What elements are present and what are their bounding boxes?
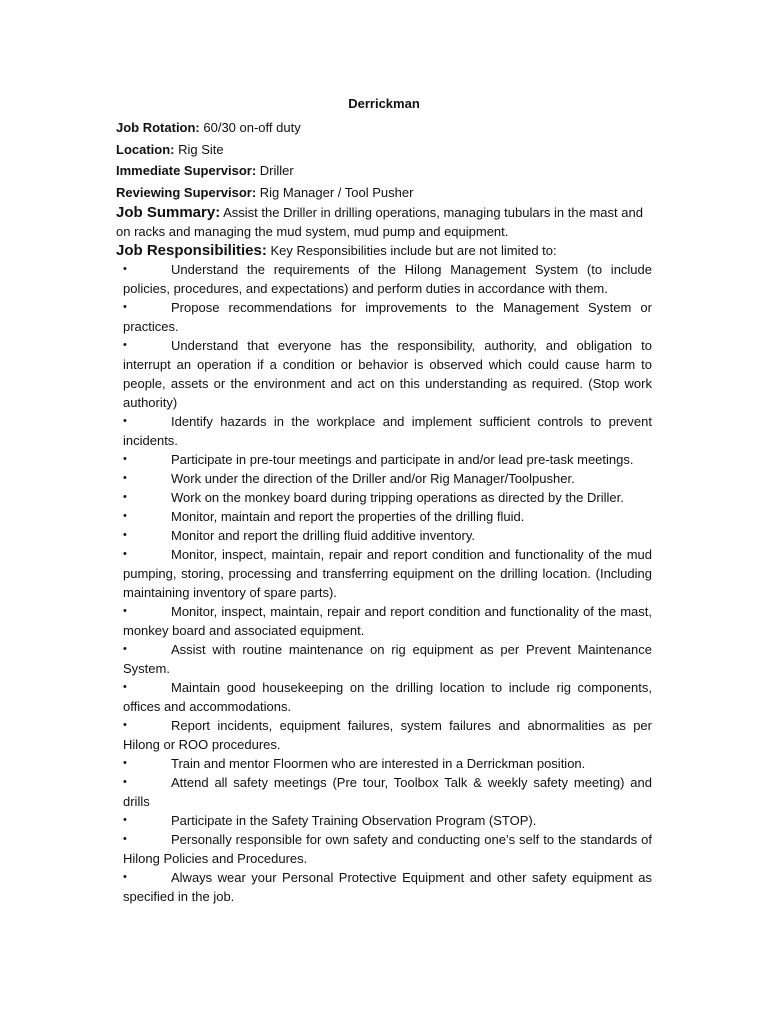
job-responsibilities-intro: Key Responsibilities include but are not limited to: [266,243,557,258]
list-item [123,450,652,469]
job-field-label: Reviewing Supervisor: [116,184,257,200]
list-item-text: Always wear your Personal Protective Equipment and other safety equipment as specified in the job. [123,870,652,904]
bullet-icon: • [123,472,127,484]
list-item-text: Train and mentor Floormen who are interested in a Derrickman position. [171,756,586,771]
list-item-text: Monitor, inspect, maintain, repair and report condition and functionality of the mast, monkey board and associated equipment. [123,604,652,638]
list-item [123,773,652,811]
list-item-text: Propose recommendations for improvements to the Management System or practices. [123,300,652,334]
bullet-icon: • [123,643,127,655]
job-summary-label: Job Summary: [116,204,221,221]
list-item-text: Assist with routine maintenance on rig equipment as per Prevent Maintenance System. [123,642,652,676]
responsibilities-list [116,260,652,906]
bullet-icon: • [123,529,127,541]
bullet-icon: • [123,301,127,313]
job-summary [116,204,652,241]
list-item-text: Identify hazards in the workplace and implement sufficient controls to prevent incidents. [123,414,652,448]
document-title: Derrickman [348,96,420,111]
job-field-label: Job Rotation: [116,120,200,135]
job-responsibilities-label: Job Responsibilities: [116,242,267,259]
list-item-text: Report incidents, equipment failures, system failures and abnormalities as per Hilong or ROO procedures. [123,718,652,752]
job-field-label: Location: [116,141,175,157]
list-item [123,526,652,545]
job-responsibilities-heading [116,241,652,260]
bullet-icon: • [123,339,127,351]
list-item-text: Monitor, inspect, maintain, repair and report condition and functionality of the mud pumping, storing, processing and transferring equipment on the drilling location. (Including maintaining inventory of spare parts). [123,547,652,600]
list-item-text: Participate in the Safety Training Observation Program (STOP). [171,813,537,828]
bullet-icon: • [123,871,127,883]
list-item-text: Monitor and report the drilling fluid additive inventory. [171,528,475,543]
list-item [123,488,652,507]
list-item [123,336,652,412]
list-item [123,716,652,754]
bullet-icon: • [123,757,127,769]
list-item [123,545,652,602]
bullet-icon: • [123,263,127,275]
job-field [116,139,652,161]
job-field [116,117,652,139]
list-item-text: Maintain good housekeeping on the drilling location to include rig components, offices and accommodations. [123,680,652,714]
list-item [123,868,652,906]
list-item [123,412,652,450]
job-field-value: Rig Manager / Tool Pusher [256,184,414,200]
list-item [123,754,652,773]
bullet-icon: • [123,833,127,845]
list-item [123,507,652,526]
bullet-icon: • [123,415,127,427]
bullet-icon: • [123,510,127,522]
bullet-icon: • [123,605,127,617]
list-item-text: Work under the direction of the Driller and/or Rig Manager/Toolpusher. [171,471,575,486]
job-field-value: Rig Site [174,141,224,157]
list-item [123,298,652,336]
list-item [123,260,652,298]
job-field-label: Immediate Supervisor: [116,163,257,178]
list-item-text: Participate in pre-tour meetings and participate in and/or lead pre-task meetings. [171,452,634,467]
job-field [116,182,652,204]
bullet-icon: • [123,719,127,731]
list-item-text: Work on the monkey board during tripping operations as directed by the Driller. [171,490,624,505]
list-item-text: Understand the requirements of the Hilong Management System (to include policies, procedures, and expectations) and perform duties in accordance with them. [123,262,652,296]
list-item-text: Understand that everyone has the responsibility, authority, and obligation to interrupt an operation if a condition or behavior is observed which could cause harm to people, assets or the environment and act on this understanding as required. (Stop work authority) [123,338,652,410]
job-summary-text: Assist the Driller in drilling operations, managing tubulars in the mast and on racks and managing the mud system, mud pump and equipment. [116,205,643,239]
list-item-text: Personally responsible for own safety and conducting one’s self to the standards of Hilong Policies and Procedures. [123,832,652,866]
list-item [123,469,652,488]
job-fields [116,117,652,203]
list-item [123,830,652,868]
list-item [123,811,652,830]
list-item [123,640,652,678]
job-field-value: Driller [256,163,294,178]
bullet-icon: • [123,548,127,560]
job-field-value: 60/30 on-off duty [199,120,301,135]
document-body [116,95,652,906]
list-item [123,678,652,716]
job-field [116,160,652,182]
bullet-icon: • [123,453,127,465]
bullet-icon: • [123,814,127,826]
bullet-icon: • [123,681,127,693]
list-item [123,602,652,640]
list-item-text: Monitor, maintain and report the properties of the drilling fluid. [171,509,525,524]
bullet-icon: • [123,491,127,503]
bullet-icon: • [123,776,127,788]
list-item-text: Attend all safety meetings (Pre tour, Toolbox Talk & weekly safety meeting) and drills [123,775,652,809]
